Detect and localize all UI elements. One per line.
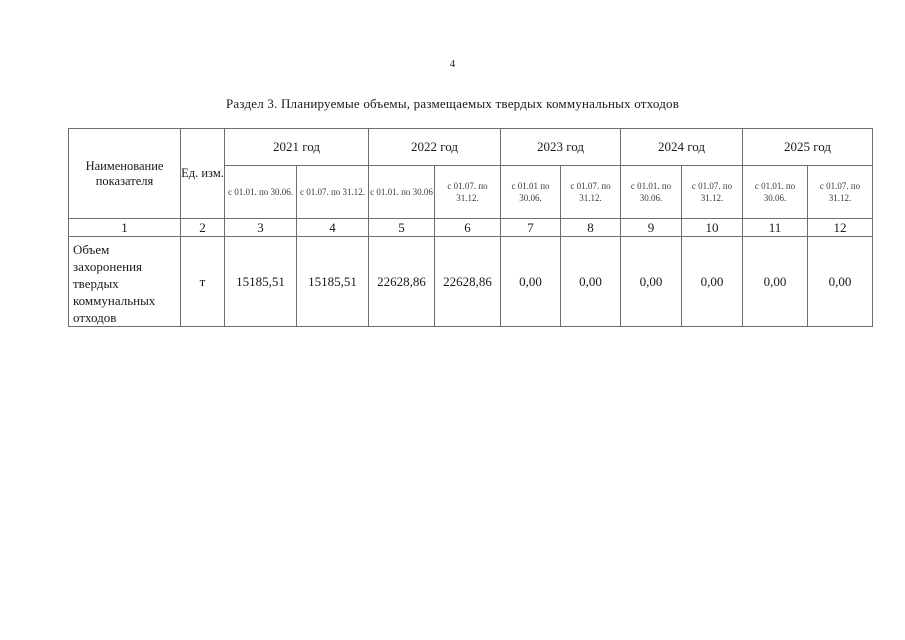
column-number: 1 — [69, 219, 181, 237]
column-number: 11 — [743, 219, 808, 237]
header-period: с 01.01 по 30.06. — [501, 166, 561, 219]
header-year-2023: 2023 год — [501, 129, 621, 166]
indicator-name-cell: Объем захоронения твердых коммунальных отходов — [69, 237, 181, 327]
header-year-2024: 2024 год — [621, 129, 743, 166]
column-number: 7 — [501, 219, 561, 237]
value-cell: 0,00 — [561, 237, 621, 327]
value-cell: 22628,86 — [369, 237, 435, 327]
value-cell: 0,00 — [682, 237, 743, 327]
header-period: с 01.01. по 30.06. — [621, 166, 682, 219]
header-period: с 01.01. по 30.06 — [369, 166, 435, 219]
column-number: 9 — [621, 219, 682, 237]
section-title: Раздел 3. Планируемые объемы, размещаемых твердых коммунальных отходов — [225, 96, 680, 111]
header-period: с 01.07. по 31.12. — [682, 166, 743, 219]
header-unit: Ед. изм. — [181, 129, 225, 219]
column-number: 4 — [297, 219, 369, 237]
column-number: 5 — [369, 219, 435, 237]
header-period: с 01.07. по 31.12. — [297, 166, 369, 219]
header-year-2025: 2025 год — [743, 129, 873, 166]
header-indicator-name: Наименование показателя — [69, 129, 181, 219]
header-period: с 01.01. по 30.06. — [743, 166, 808, 219]
column-number: 8 — [561, 219, 621, 237]
value-cell: 0,00 — [501, 237, 561, 327]
column-number: 2 — [181, 219, 225, 237]
header-period: с 01.07. по 31.12. — [561, 166, 621, 219]
header-period: с 01.07. по 31.12. — [808, 166, 873, 219]
header-period: с 01.07. по 31.12. — [435, 166, 501, 219]
column-number: 10 — [682, 219, 743, 237]
column-number: 12 — [808, 219, 873, 237]
unit-cell: т — [181, 237, 225, 327]
column-number: 6 — [435, 219, 501, 237]
value-cell: 22628,86 — [435, 237, 501, 327]
value-cell: 0,00 — [743, 237, 808, 327]
value-cell: 15185,51 — [297, 237, 369, 327]
column-number: 3 — [225, 219, 297, 237]
table-row — [69, 237, 873, 327]
header-period: с 01.01. по 30.06. — [225, 166, 297, 219]
header-year-2021: 2021 год — [225, 129, 369, 166]
value-cell: 15185,51 — [225, 237, 297, 327]
value-cell: 0,00 — [621, 237, 682, 327]
header-year-2022: 2022 год — [369, 129, 501, 166]
value-cell: 0,00 — [808, 237, 873, 327]
waste-volume-table — [68, 128, 873, 327]
column-number-row — [69, 219, 873, 237]
page-number: 4 — [449, 58, 456, 70]
